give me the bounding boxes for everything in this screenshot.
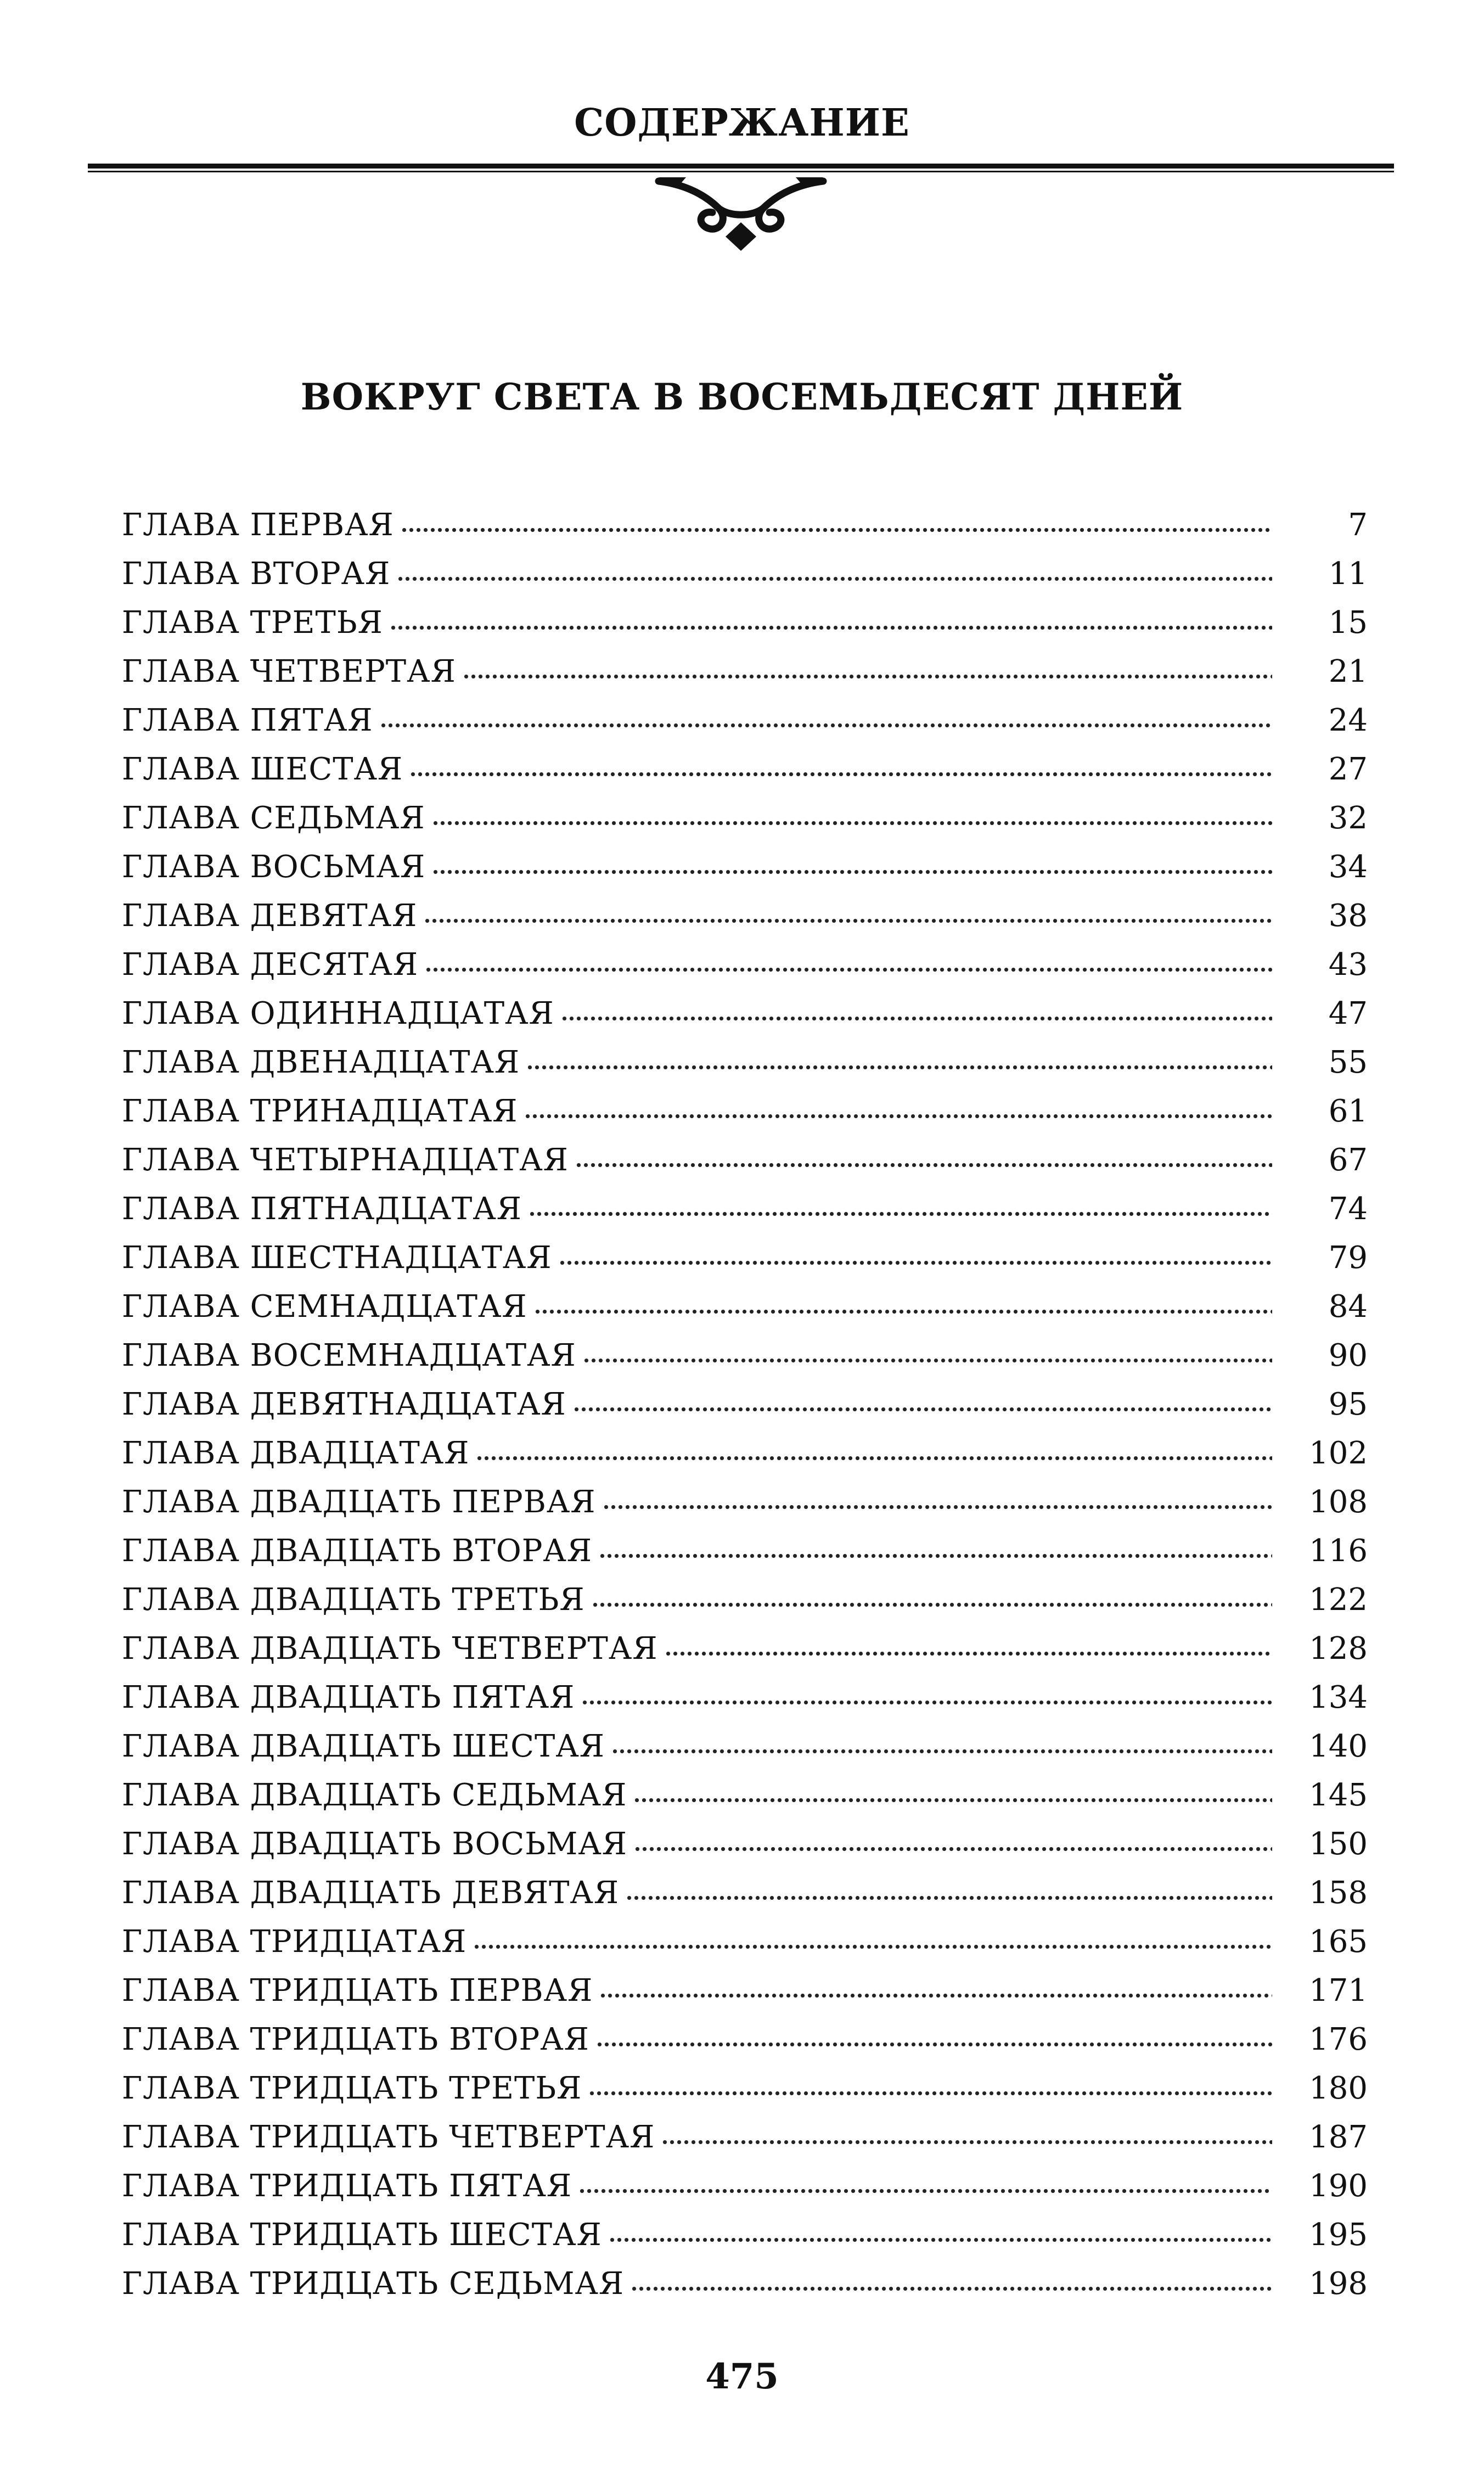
toc-entry-title: ГЛАВА ТРИДЦАТЬ ПЕРВАЯ: [122, 1973, 593, 2008]
page-heading: СОДЕРЖАНИЕ: [574, 101, 910, 145]
toc-entry[interactable]: [122, 1673, 1368, 1722]
toc-entry[interactable]: [122, 2259, 1368, 2308]
toc-entry-title: ГЛАВА ДВАДЦАТЬ ВТОРАЯ: [122, 1533, 593, 1569]
toc-entry-title: ГЛАВА ДВЕНАДЦАТАЯ: [122, 1045, 520, 1080]
toc-entry[interactable]: [122, 2211, 1368, 2259]
toc-entry[interactable]: [122, 1038, 1368, 1087]
toc-entry[interactable]: [122, 501, 1368, 549]
toc-entry-page: 190: [1309, 2168, 1368, 2204]
toc-entry-title: ГЛАВА ШЕСТАЯ: [122, 751, 403, 787]
diamond-icon: [726, 222, 756, 251]
toc-entry-page: 150: [1309, 1826, 1368, 1862]
dot-leader: [534, 1286, 1272, 1317]
dot-leader: [559, 1237, 1272, 1268]
toc-entry-page: 171: [1309, 1973, 1368, 2008]
toc-entry-title: ГЛАВА ШЕСТНАДЦАТАЯ: [122, 1240, 552, 1276]
ornament-scroll-icon: [659, 181, 823, 229]
toc-entry[interactable]: [122, 1380, 1368, 1429]
toc-entry-title: ГЛАВА ПЯТНАДЦАТАЯ: [122, 1191, 522, 1227]
dot-leader: [588, 2068, 1272, 2099]
toc-entry-title: ГЛАВА ТРЕТЬЯ: [122, 605, 383, 641]
toc-entry-title: ГЛАВА ВОСЬМАЯ: [122, 849, 426, 885]
toc-entry-page: 180: [1309, 2071, 1368, 2106]
toc-entry-page: 55: [1328, 1045, 1368, 1080]
toc-entry[interactable]: [122, 1917, 1368, 1966]
toc-entry[interactable]: [122, 1722, 1368, 1771]
dot-leader: [473, 1921, 1272, 1952]
toc-entry-page: 134: [1309, 1680, 1368, 1715]
toc-entry-page: 116: [1309, 1533, 1368, 1569]
toc-entry-title: ГЛАВА ТРИДЦАТЬ ВТОРАЯ: [122, 2022, 589, 2057]
page-number: 475: [705, 2356, 779, 2397]
toc-entry-page: 21: [1328, 654, 1368, 689]
dot-leader: [575, 1140, 1272, 1170]
toc-entry[interactable]: [122, 1087, 1368, 1136]
toc-entry-title: ГЛАВА ВОСЕМНАДЦАТАЯ: [122, 1338, 576, 1373]
dot-leader: [611, 1726, 1272, 1757]
dot-leader: [581, 1677, 1272, 1708]
toc-entry-title: ГЛАВА ДВАДЦАТЬ ДЕВЯТАЯ: [122, 1875, 620, 1911]
toc-entry[interactable]: [122, 891, 1368, 940]
toc-entry-page: 67: [1328, 1142, 1368, 1178]
toc-entry-page: 84: [1328, 1289, 1368, 1325]
toc-entry-title: ГЛАВА ДВАДЦАТЬ ВОСЬМАЯ: [122, 1826, 627, 1862]
dot-leader: [592, 1579, 1272, 1610]
toc-entry-page: 122: [1309, 1582, 1368, 1618]
book-title: ВОКРУГ СВЕТА В ВОСЕМЬДЕСЯТ ДНЕЙ: [300, 375, 1184, 418]
toc-entry[interactable]: [122, 2064, 1368, 2113]
toc-entry-title: ГЛАВА ТРИДЦАТАЯ: [122, 1924, 467, 1960]
dot-leader: [526, 1042, 1272, 1073]
toc-entry-title: ГЛАВА ЧЕТВЕРТАЯ: [122, 654, 456, 689]
table-of-contents: [122, 501, 1368, 2308]
toc-entry[interactable]: [122, 647, 1368, 696]
dot-leader: [665, 1628, 1272, 1659]
toc-entry[interactable]: [122, 1820, 1368, 1869]
toc-entry[interactable]: [122, 1429, 1368, 1478]
toc-entry-page: 11: [1328, 556, 1368, 592]
toc-entry[interactable]: [122, 2113, 1368, 2162]
toc-entry-page: 15: [1328, 605, 1368, 641]
dot-leader: [573, 1384, 1272, 1415]
toc-entry-title: ГЛАВА ДЕВЯТНАДЦАТАЯ: [122, 1387, 566, 1422]
dot-leader: [578, 2165, 1272, 2196]
dot-leader: [432, 798, 1272, 828]
toc-entry[interactable]: [122, 1185, 1368, 1233]
dot-leader: [409, 749, 1272, 779]
toc-entry-page: 74: [1328, 1191, 1368, 1227]
toc-entry-title: ГЛАВА СЕМНАДЦАТАЯ: [122, 1289, 527, 1325]
toc-entry-page: 102: [1309, 1435, 1368, 1471]
toc-entry-title: ГЛАВА ДЕВЯТАЯ: [122, 898, 418, 934]
dot-leader: [401, 504, 1272, 535]
toc-entry-title: ГЛАВА ТРИДЦАТЬ ПЯТАЯ: [122, 2168, 572, 2204]
toc-entry-title: ГЛАВА ДВАДЦАТЬ ШЕСТАЯ: [122, 1729, 605, 1764]
toc-entry-title: ГЛАВА ДВАДЦАТЬ ПЕРВАЯ: [122, 1484, 596, 1520]
toc-entry-title: ГЛАВА ПЯТАЯ: [122, 703, 373, 738]
toc-entry-page: 198: [1309, 2266, 1368, 2302]
toc-entry[interactable]: [122, 1282, 1368, 1331]
toc-entry-title: ГЛАВА ВТОРАЯ: [122, 556, 391, 592]
dot-leader: [599, 1970, 1272, 2001]
dot-leader: [397, 553, 1272, 584]
toc-entry-page: 165: [1309, 1924, 1368, 1960]
toc-entry-page: 61: [1328, 1093, 1368, 1129]
toc-entry[interactable]: [122, 549, 1368, 598]
toc-entry[interactable]: [122, 989, 1368, 1038]
toc-entry-title: ГЛАВА ТРИДЦАТЬ СЕДЬМАЯ: [122, 2266, 625, 2302]
dot-leader: [380, 700, 1272, 731]
toc-entry-title: ГЛАВА ПЕРВАЯ: [122, 507, 394, 543]
dot-leader: [661, 2117, 1272, 2147]
dot-leader: [425, 944, 1272, 975]
toc-entry-title: ГЛАВА ДЕСЯТАЯ: [122, 947, 419, 983]
toc-entry-page: 176: [1309, 2022, 1368, 2057]
toc-entry-page: 90: [1328, 1338, 1368, 1373]
toc-entry-page: 95: [1328, 1387, 1368, 1422]
dot-leader: [599, 1530, 1272, 1561]
toc-entry-title: ГЛАВА ЧЕТЫРНАДЦАТАЯ: [122, 1142, 569, 1178]
dot-leader: [603, 1482, 1272, 1512]
toc-entry-title: ГЛАВА ОДИННАДЦАТАЯ: [122, 996, 554, 1031]
toc-entry-title: ГЛАВА СЕДЬМАЯ: [122, 800, 425, 836]
toc-entry[interactable]: [122, 1478, 1368, 1527]
dot-leader: [561, 993, 1272, 1024]
dot-leader: [583, 1335, 1272, 1366]
toc-entry[interactable]: [122, 794, 1368, 843]
toc-entry[interactable]: [122, 696, 1368, 745]
toc-entry-title: ГЛАВА ТРИДЦАТЬ ШЕСТАЯ: [122, 2217, 602, 2253]
dot-leader: [524, 1091, 1272, 1121]
toc-entry[interactable]: [122, 745, 1368, 794]
toc-entry-page: 24: [1328, 703, 1368, 738]
toc-entry-page: 43: [1328, 947, 1368, 983]
toc-entry-title: ГЛАВА ТРИНАДЦАТАЯ: [122, 1093, 518, 1129]
toc-entry-title: ГЛАВА ДВАДЦАТЬ ТРЕТЬЯ: [122, 1582, 585, 1618]
toc-entry-page: 47: [1328, 996, 1368, 1031]
toc-entry-title: ГЛАВА ДВАДЦАТЬ ЧЕТВЕРТАЯ: [122, 1631, 658, 1667]
toc-entry-page: 79: [1328, 1240, 1368, 1276]
toc-entry[interactable]: [122, 1575, 1368, 1624]
toc-entry-page: 7: [1348, 507, 1368, 543]
toc-entry-title: ГЛАВА ТРИДЦАТЬ ТРЕТЬЯ: [122, 2071, 582, 2106]
toc-entry-page: 38: [1328, 898, 1368, 934]
dot-leader: [634, 1824, 1272, 1854]
dot-leader: [596, 2019, 1272, 2050]
dot-leader: [529, 1188, 1272, 1219]
dot-leader: [633, 1775, 1272, 1805]
toc-entry-page: 128: [1309, 1631, 1368, 1667]
toc-entry-title: ГЛАВА ТРИДЦАТЬ ЧЕТВЕРТАЯ: [122, 2119, 655, 2155]
ornament-divider: [88, 151, 1394, 255]
toc-entry-page: 34: [1328, 849, 1368, 885]
dot-leader: [424, 895, 1272, 926]
toc-entry[interactable]: [122, 1869, 1368, 1917]
dot-leader: [390, 602, 1272, 633]
dot-leader: [626, 1872, 1272, 1903]
toc-entry-page: 195: [1309, 2217, 1368, 2253]
toc-entry-page: 145: [1309, 1777, 1368, 1813]
toc-entry[interactable]: [122, 2015, 1368, 2064]
toc-entry-page: 27: [1328, 751, 1368, 787]
toc-entry-page: 187: [1309, 2119, 1368, 2155]
toc-entry[interactable]: [122, 1624, 1368, 1673]
toc-entry-title: ГЛАВА ДВАДЦАТАЯ: [122, 1435, 470, 1471]
toc-entry[interactable]: [122, 1771, 1368, 1820]
dot-leader: [631, 2263, 1272, 2294]
dot-leader: [463, 651, 1272, 682]
toc-entry[interactable]: [122, 1233, 1368, 1282]
toc-entry-page: 140: [1309, 1729, 1368, 1764]
toc-entry[interactable]: [122, 2162, 1368, 2211]
toc-entry-page: 32: [1328, 800, 1368, 836]
toc-entry[interactable]: [122, 843, 1368, 891]
toc-entry-page: 158: [1309, 1875, 1368, 1911]
toc-entry-title: ГЛАВА ДВАДЦАТЬ ПЯТАЯ: [122, 1680, 575, 1715]
toc-entry[interactable]: [122, 940, 1368, 989]
toc-entry[interactable]: [122, 1331, 1368, 1380]
toc-entry[interactable]: [122, 598, 1368, 647]
toc-entry[interactable]: [122, 1136, 1368, 1185]
dot-leader: [609, 2214, 1272, 2245]
dot-leader: [476, 1433, 1272, 1463]
toc-entry-page: 108: [1309, 1484, 1368, 1520]
toc-entry[interactable]: [122, 1966, 1368, 2015]
toc-entry-title: ГЛАВА ДВАДЦАТЬ СЕДЬМАЯ: [122, 1777, 627, 1813]
dot-leader: [432, 846, 1272, 877]
toc-entry[interactable]: [122, 1527, 1368, 1575]
